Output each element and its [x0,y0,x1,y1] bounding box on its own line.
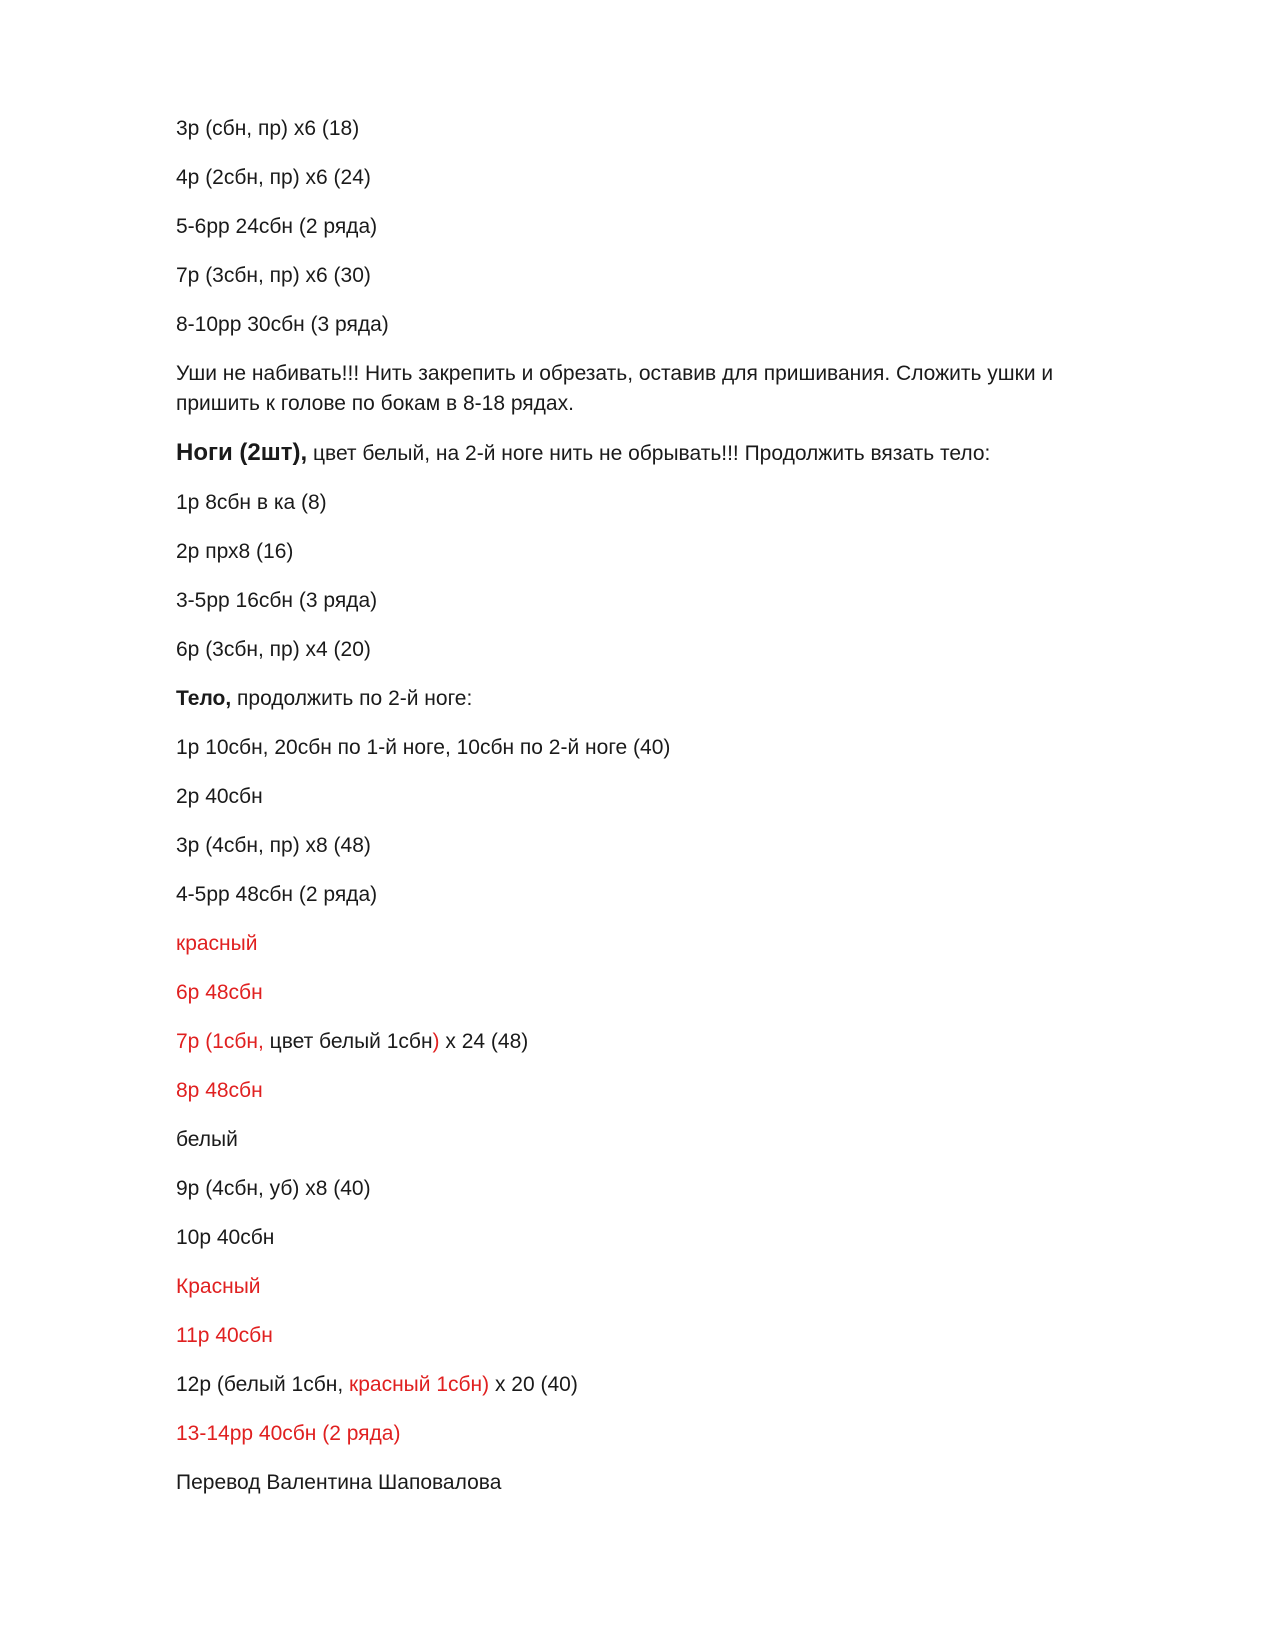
body-row-12-white-part: 12р (белый 1сбн, [176,1373,350,1396]
body-row-2: 2р 40сбн [176,785,263,808]
body-rows-13-14: 13-14рр 40сбн (2 ряда) [176,1422,401,1445]
ears-row-7: 7р (3сбн, пр) х6 (30) [176,264,371,287]
document-content [176,114,1136,1517]
body-rows-4-5: 4-5рр 48сбн (2 ряда) [176,883,378,906]
body-row-12-repeat: х 20 (40) [489,1373,578,1396]
legs-intro: цвет белый, на 2-й ноге нить не обрывать!!! Продолжить вязать тело: [307,442,991,465]
body-row-11: 11р 40сбн [176,1324,273,1347]
body-title: Тело, [176,687,232,710]
legs-heading [176,438,1136,469]
ears-rows-8-10: 8-10рр 30сбн (3 ряда) [176,313,389,336]
body-row-10: 10р 40сбн [176,1226,275,1249]
ears-rows-5-6: 5-6рр 24сбн (2 ряда) [176,215,378,238]
legs-rows-3-5: 3-5рр 16сбн (3 ряда) [176,589,378,612]
body-row-7 [176,1027,1136,1057]
color-change-red-2: Красный [176,1275,261,1298]
body-row-3: 3р (4сбн, пр) х8 (48) [176,834,371,857]
body-heading [176,684,1136,714]
body-row-7-red-part: 7р (1сбн, [176,1030,270,1053]
legs-row-2: 2р прх8 (16) [176,540,294,563]
color-change-red-1: красный [176,932,258,955]
body-row-7-repeat: х 24 (48) [439,1030,529,1053]
ears-row-4: 4р (2сбн, пр) х6 (24) [176,166,371,189]
ears-row-3: 3р (сбн, пр) х6 (18) [176,117,360,140]
body-row-6: 6р 48сбн [176,981,263,1004]
body-row-7-white-part: цвет белый 1сбн [269,1030,433,1053]
body-row-1: 1р 10сбн, 20сбн по 1-й ноге, 10сбн по 2-й ноге (40) [176,736,671,759]
body-row-12-red-part: красный 1сбн) [349,1373,490,1396]
color-change-white: белый [176,1128,238,1151]
translation-credit: Перевод Валентина Шаповалова [176,1471,502,1494]
body-row-8: 8р 48сбн [176,1079,263,1102]
body-intro: продолжить по 2-й ноге: [231,687,473,710]
body-row-12 [176,1370,1136,1400]
body-row-7-red-bracket: ) [432,1030,440,1053]
legs-row-6: 6р (3сбн, пр) х4 (20) [176,638,371,661]
ears-note: Уши не набивать!!! Нить закрепить и обрезать, оставив для пришивания. Сложить ушки и пришить к голове по бокам в 8-18 рядах. [176,362,1059,415]
legs-title: Ноги (2шт), [176,439,308,466]
body-row-9: 9р (4сбн, уб) х8 (40) [176,1177,371,1200]
legs-row-1: 1р 8сбн в ка (8) [176,491,327,514]
